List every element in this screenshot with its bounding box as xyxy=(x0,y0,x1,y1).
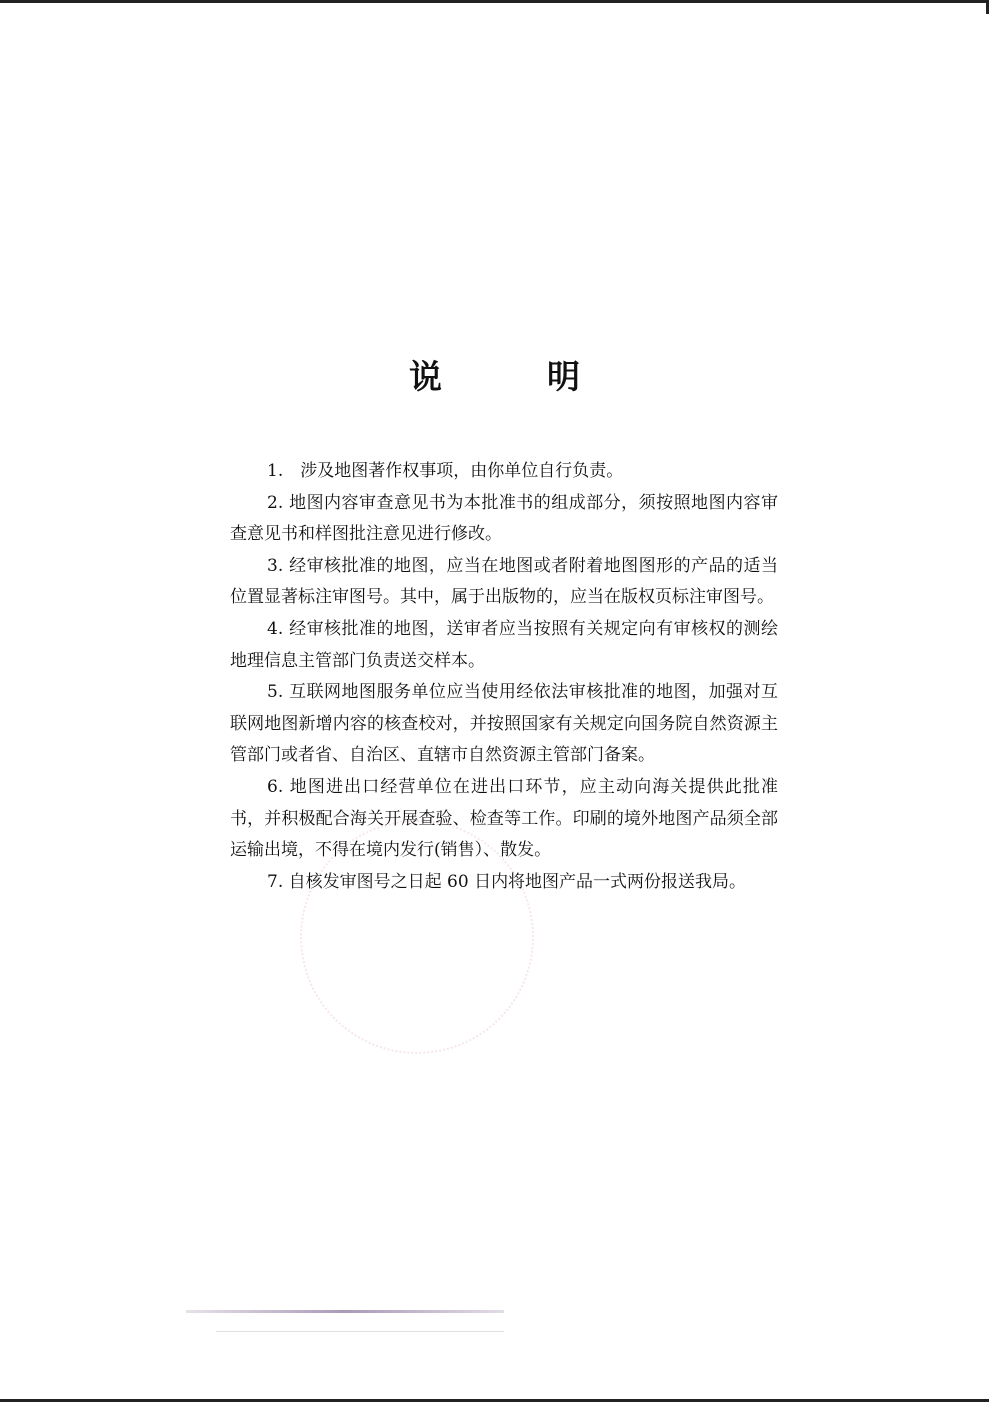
instruction-item-1: 1. 涉及地图著作权事项，由你单位自行负责。 xyxy=(267,461,624,481)
instruction-item-2: 2. 地图内容审查意见书为本批准书的组成部分，须按照地图内容审查意见书和样图批注意见进行修改。 xyxy=(230,492,778,545)
instruction-item-3: 3. 经审核批准的地图，应当在地图或者附着地图图形的产品的适当位置显著标注审图号。其中，属于出版物的，应当在版权页标注审图号。 xyxy=(230,555,778,608)
instruction-item-7: 7. 自核发审图号之日起 60 日内将地图产品一式两份报送我局。 xyxy=(267,871,747,892)
instruction-item-5: 5. 互联网地图服务单位应当使用经依法审核批准的地图，加强对互联网地图新增内容的核查校对，并按照国家有关规定向国务院自然资源主管部门或者省、自治区、直辖市自然资源主管部门备案。 xyxy=(230,682,778,766)
scan-border-top xyxy=(0,0,989,3)
footer-rule xyxy=(186,1310,504,1313)
instruction-item-4: 4. 经审核批准的地图，送审者应当按照有关规定向有审核权的测绘地理信息主管部门负责送交样本。 xyxy=(230,618,778,671)
instructions-body xyxy=(230,456,778,898)
instruction-item-6: 6. 地图进出口经营单位在进出口环节，应主动向海关提供此批准书，并积极配合海关开展查验、检查等工作。印刷的境外地图产品须全部运输出境，不得在境内发行(销售）、散发。 xyxy=(230,776,778,861)
footer-rule-thin xyxy=(216,1331,504,1332)
page-title: 说 明 xyxy=(409,357,616,396)
